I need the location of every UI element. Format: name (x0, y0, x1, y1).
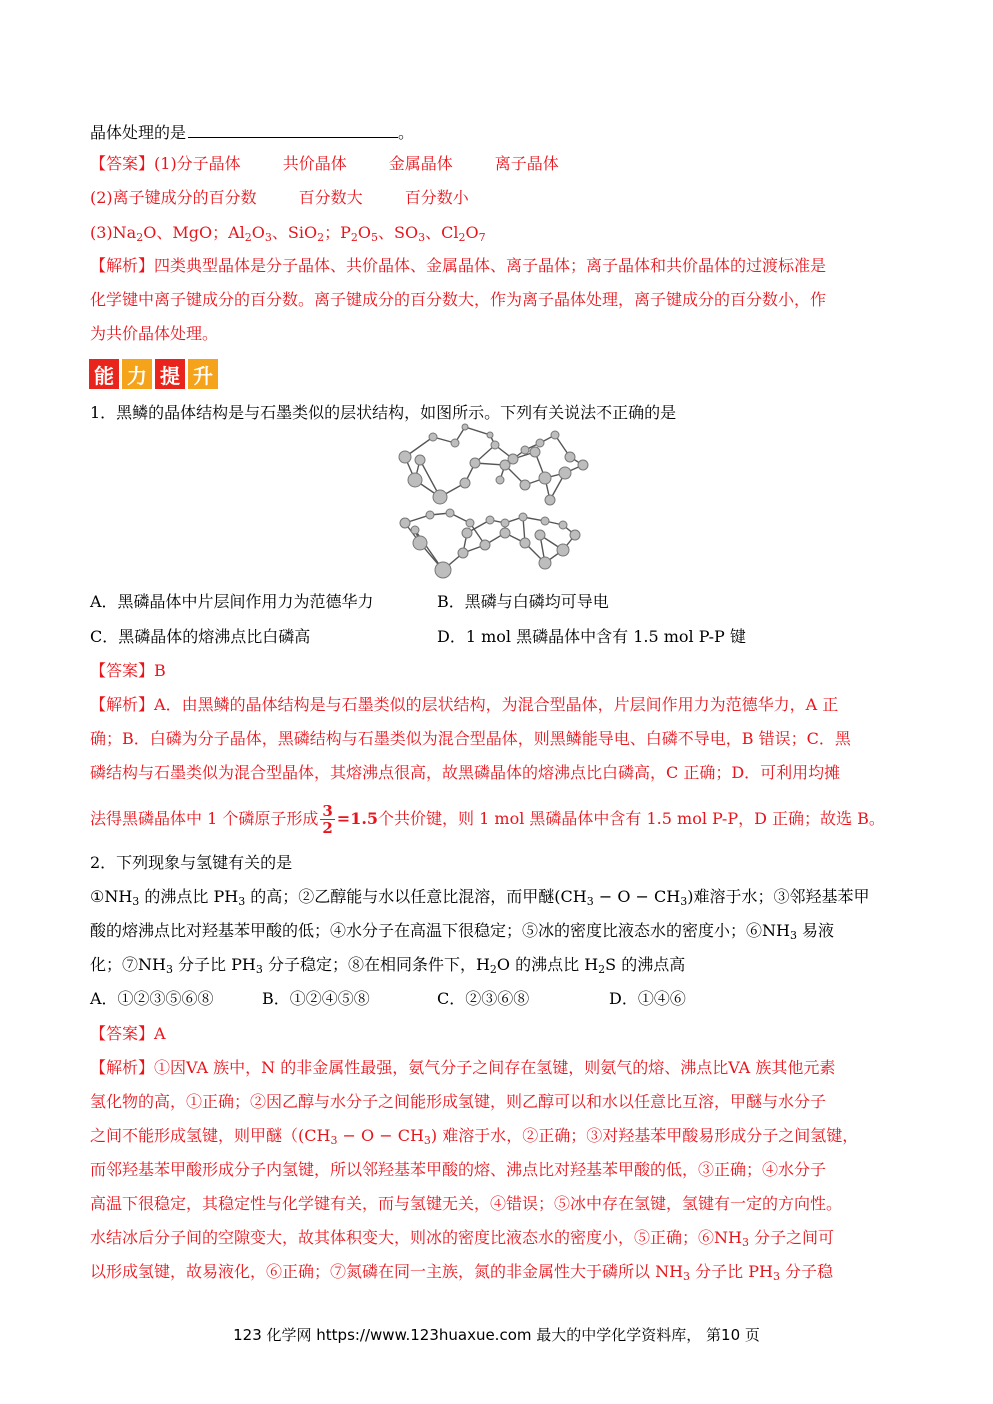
analysis-line: 确；B．白磷为分子晶体，黑磷结构与石墨类似为混合型晶体，则黑鳞能导电、白磷不导电，B 错误；C．黑 (90, 729, 851, 748)
analysis-text: 分子之间可 (748, 1228, 835, 1247)
analysis-text: 分子稳 (779, 1262, 834, 1281)
option-c: C．黑磷晶体的熔沸点比白磷高 (90, 627, 311, 646)
subscript: 3 (165, 963, 173, 976)
banner-char: 提 (155, 359, 185, 389)
analysis-line (90, 1262, 833, 1282)
answer-text: O (251, 223, 265, 242)
answer-text: 、SiO (271, 223, 318, 242)
subscript: 7 (478, 231, 486, 244)
subscript: 3 (238, 895, 246, 908)
question-1-stem: 1．黑鳞的晶体结构是与石墨类似的层状结构，如图所示。下列有关说法不正确的是 (90, 403, 677, 422)
answer-label: 【答案】 (90, 661, 155, 680)
subscript: 3 (330, 1134, 338, 1147)
answer-text: 、Cl (425, 223, 459, 242)
question-2-stem: 2．下列现象与氢键有关的是 (90, 853, 293, 872)
banner-char: 升 (188, 359, 218, 389)
subscript: 2 (136, 231, 144, 244)
page-footer: 123 化学网 https://www.123huaxue.com 最大的中学化学资料库， 第10 页 (233, 1326, 760, 1344)
subscript: 3 (586, 895, 594, 908)
answer-text: 百分数大 (298, 188, 363, 207)
analysis-text: ①因VA 族中，N 的非金属性最强，氨气分子之间存在氢键，则氨气的熔、沸点比VA 族其他元素 (154, 1058, 836, 1077)
question-text: 分子比 PH (172, 955, 256, 974)
analysis-label: 【解析】 (90, 1058, 155, 1077)
subscript: 3 (423, 1134, 431, 1147)
fraction-result: =1.5 (336, 809, 379, 828)
section-banner (89, 359, 218, 389)
subscript: 3 (264, 231, 272, 244)
subscript: 3 (132, 895, 140, 908)
question-text: 分子稳定；⑧在相同条件下，H (262, 955, 490, 974)
question-text: )难溶于水；③邻羟基苯甲 (687, 887, 870, 906)
question-2-line (90, 955, 685, 975)
answer-text: O (465, 223, 479, 242)
analysis-line (90, 256, 826, 276)
analysis-text: 法得黑磷晶体中 1 个磷原子形成 (90, 809, 319, 828)
subscript: 2 (350, 231, 358, 244)
answer-line-1 (90, 154, 559, 174)
answer-line-2 (90, 188, 469, 208)
fraction (320, 803, 334, 836)
analysis-line: 氢化物的高，①正确；②因乙醇与水分子之间能形成氢键，则乙醇可以和水以任意比互溶，甲醚与水分子 (90, 1092, 827, 1111)
analysis-text: A．由黑鳞的晶体结构是与石墨类似的层状结构，为混合型晶体，片层间作用力为范德华力，A 正 (154, 695, 839, 714)
analysis-line (90, 290, 826, 310)
question-2-line (90, 887, 869, 907)
subscript: 3 (741, 1236, 749, 1249)
banner-char: 力 (122, 359, 152, 389)
fraction-denominator: 2 (322, 818, 333, 837)
subscript: 2 (489, 963, 497, 976)
answer-line (90, 661, 166, 681)
analysis-text: 为共价晶体处理。 (90, 324, 219, 343)
subscript: 2 (317, 231, 325, 244)
subscript: 5 (370, 231, 378, 244)
answer-blank (188, 122, 398, 138)
answer-text: 百分数小 (404, 188, 469, 207)
question-2-line (90, 921, 834, 941)
subscript: 3 (683, 1270, 691, 1283)
analysis-line: 高温下很稳定，其稳定性与化学键有关，而与氢键无关，④错误；⑤冰中存在氢键，氢键有一定的方向性。 (90, 1194, 843, 1213)
subscript: 3 (680, 895, 688, 908)
answer-text: B (154, 661, 166, 680)
analysis-label: 【解析】 (90, 256, 155, 275)
black-phosphorus-structure-image (395, 405, 595, 580)
analysis-text: 之间不能形成氢键，则甲醚（(CH (90, 1126, 331, 1145)
answer-text: 金属晶体 (388, 154, 453, 173)
option-b: B．黑磷与白磷均可导电 (437, 592, 609, 611)
question-tail-end: 。 (398, 123, 415, 142)
answer-label: 【答案】 (90, 154, 155, 173)
analysis-label: 【解析】 (90, 695, 155, 714)
question-text: S 的沸点高 (605, 955, 686, 974)
subscript: 2 (598, 963, 606, 976)
analysis-line (90, 1228, 834, 1248)
question-text: 化；⑦NH (90, 955, 166, 974)
answer-text: 共价晶体 (282, 154, 347, 173)
analysis-text: 化学键中离子键成分的百分数。离子键成分的百分数大，作为离子晶体处理，离子键成分的百分数小，作 (90, 290, 827, 309)
analysis-text: 四类典型晶体是分子晶体、共价晶体、金属晶体、离子晶体；离子晶体和共价晶体的过渡标准是 (154, 256, 827, 275)
analysis-text: − O − CH (337, 1126, 424, 1145)
analysis-line (90, 324, 218, 344)
subscript: 3 (789, 929, 797, 942)
answer-text: (2)离子键成分的百分数 (90, 188, 257, 207)
analysis-line (90, 695, 838, 715)
question-tail (90, 122, 414, 143)
answer-line (90, 1024, 166, 1044)
analysis-text: 分子比 PH (690, 1262, 773, 1281)
analysis-line-fraction (90, 800, 885, 838)
analysis-text: 水结冰后分子间的空隙变大，故其体积变大，则冰的密度比液态水的密度小，⑤正确；⑥NH (90, 1228, 742, 1247)
question-text: 酸的熔沸点比对羟基苯甲酸的低；④水分子在高温下很稳定；⑤冰的密度比液态水的密度小；⑥NH (90, 921, 790, 940)
subscript: 2 (244, 231, 252, 244)
answer-label: 【答案】 (90, 1024, 155, 1043)
question-text: 的高；②乙醇能与水以任意比混溶，而甲醚(CH (245, 887, 587, 906)
option-a: A．黑磷晶体中片层间作用力为范德华力 (90, 592, 374, 611)
answer-text: 离子晶体 (494, 154, 559, 173)
analysis-line (90, 1058, 835, 1078)
option-d: D．1 mol 黑磷晶体中含有 1.5 mol P-P 键 (437, 627, 746, 646)
answer-text: ；P (324, 223, 351, 242)
option-b: B．①②④⑤⑧ (262, 989, 370, 1008)
analysis-line: 磷结构与石墨类似为混合型晶体，其熔沸点很高，故黑磷晶体的熔沸点比白磷高，C 正确；D．可利用均摊 (90, 763, 841, 782)
analysis-line (90, 1126, 858, 1146)
subscript: 2 (458, 231, 466, 244)
banner-char: 能 (89, 359, 119, 389)
question-text: 易液 (796, 921, 835, 940)
question-text: ①NH (90, 887, 133, 906)
analysis-text: ) 难溶于水，②正确；③对羟基苯甲酸易形成分子之间氢键， (430, 1126, 859, 1145)
answer-text: A (154, 1024, 166, 1043)
question-text: − O − CH (593, 887, 681, 906)
subscript: 3 (772, 1270, 780, 1283)
analysis-text: 以形成氢键，故易液化，⑥正确；⑦氮磷在同一主族，氮的非金属性大于磷所以 NH (90, 1262, 684, 1281)
analysis-text: 个共价键，则 1 mol 黑磷晶体中含有 1.5 mol P-P，D 正确；故选 B。 (378, 809, 885, 828)
question-tail-text: 晶体处理的是 (90, 123, 187, 142)
subscript: 3 (255, 963, 263, 976)
fraction-numerator: 3 (322, 801, 333, 820)
answer-text: O (357, 223, 371, 242)
question-text: 的沸点比 PH (139, 887, 239, 906)
option-c: C．②③⑥⑧ (437, 989, 530, 1008)
answer-text: (3)Na (90, 223, 137, 242)
answer-text: 、SO (377, 223, 419, 242)
answer-text: (1)分子晶体 (154, 154, 241, 173)
option-a: A．①②③⑤⑥⑧ (90, 989, 214, 1008)
subscript: 3 (418, 231, 426, 244)
answer-text: O、MgO；Al (143, 223, 245, 242)
analysis-line: 而邻羟基苯甲酸形成分子内氢键，所以邻羟基苯甲酸的熔、沸点比对羟基苯甲酸的低，③正确；④水分子 (90, 1160, 827, 1179)
answer-line-3 (90, 223, 486, 243)
question-text: O 的沸点比 H (496, 955, 599, 974)
option-d: D．①④⑥ (609, 989, 686, 1008)
